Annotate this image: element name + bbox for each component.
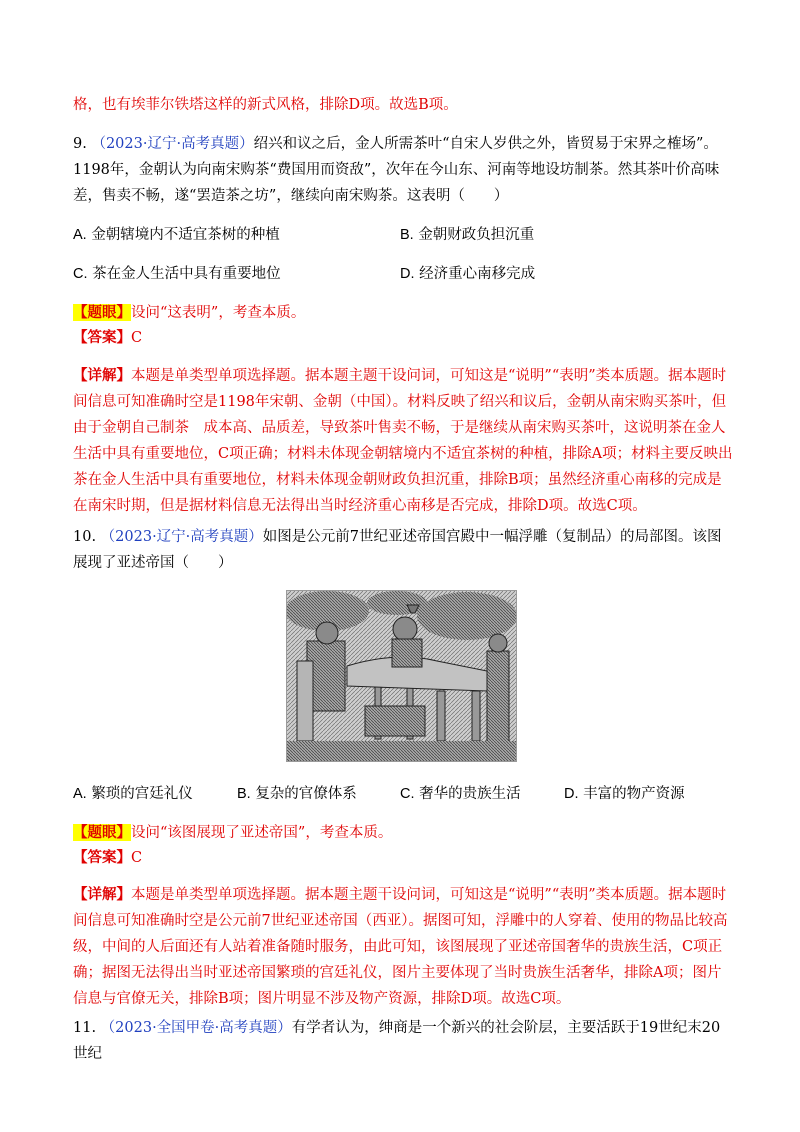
detail-label: 【详解】 <box>73 367 131 384</box>
option-c: C. 奢华的贵族生活 <box>400 786 521 802</box>
question-text: 有学者认为，绅商是一个新兴的社会阶层，主要活跃于19世纪末20世纪 <box>73 1020 721 1062</box>
answer-text: C <box>131 850 143 866</box>
answer-label: 【答案】 <box>73 849 131 866</box>
question-10-stem <box>73 524 733 576</box>
option-d: D. 丰富的物产资源 <box>564 786 685 802</box>
detail-text: 本题是单类型单项选择题。据本题主题干设问词，可知这是“说明”“表明”类本质题。据本题时间信息可知准确时空是1198年宋朝、金朝（中国）。材料反映了绍兴和议后，金朝从南宋购买茶叶，但由于金朝自己制茶 成本高、品质差，导致茶叶售卖不畅，于是继续从南宋购买茶叶，这说明茶在金人生活中具有重要地位，C项正确；材料未体现金朝辖境内不适宜茶树的种植，排除A项；材料主要反映出茶在金人生活中具有重要地位，材料未体现金朝财政负担沉重，排除B项；虽然经济重心南移的完成是在南宋时期，但是据材料信息无法得出当时经济重心南移是否完成，排除D项。故选C项。 <box>73 368 733 514</box>
assyrian-relief-image <box>286 590 517 762</box>
question-number: 10. <box>73 529 97 545</box>
question-number: 9. <box>73 136 87 152</box>
question-10-detail <box>73 882 733 1012</box>
answer-text: C <box>131 330 143 346</box>
option-b: B. 复杂的官僚体系 <box>237 786 357 802</box>
answer-label: 【答案】 <box>73 329 131 346</box>
previous-explanation-tail: 格，也有埃菲尔铁塔这样的新式风格，排除D项。故选B项。 <box>73 97 458 113</box>
question-11-stem <box>73 1015 733 1067</box>
question-source: （2023·辽宁·高考真题） <box>100 529 263 545</box>
tiyan-text: 设问“这表明”，考查本质。 <box>131 305 306 321</box>
question-9-stem <box>73 131 733 209</box>
question-9-options-row-1 <box>73 223 733 245</box>
question-source: （2023·全国甲卷·高考真题） <box>100 1020 292 1036</box>
question-10-options-row <box>73 782 733 804</box>
relief-drawing <box>287 591 516 761</box>
question-10-answer <box>73 845 733 871</box>
option-b: B. 金朝财政负担沉重 <box>400 227 535 243</box>
tiyan-label: 【题眼】 <box>73 824 131 841</box>
question-9-answer <box>73 325 733 351</box>
question-9-tiyan <box>73 300 733 326</box>
option-a: A. 金朝辖境内不适宜茶树的种植 <box>73 227 280 243</box>
question-text: 绍兴和议之后，金人所需茶叶“自宋人岁供之外，皆贸易于宋界之榷场”。1198年，金朝认为向南宋购茶“费国用而资敌”，次年在今山东、河南等地设坊制茶。然其茶叶价高味差，售卖不畅，遂“罢造茶之坊”，继续向南宋购茶。这表明（ ） <box>73 136 720 204</box>
option-d: D. 经济重心南移完成 <box>400 266 536 282</box>
question-text: 如图是公元前7世纪亚述帝国宫殿中一幅浮雕（复制品）的局部图。该图展现了亚述帝国（ ） <box>73 529 722 571</box>
detail-label: 【详解】 <box>73 886 131 903</box>
option-c: C. 茶在金人生活中具有重要地位 <box>73 266 281 282</box>
question-9-options-row-2 <box>73 262 733 284</box>
tiyan-label: 【题眼】 <box>73 304 131 321</box>
question-9-detail <box>73 363 733 519</box>
question-10-tiyan <box>73 820 733 846</box>
detail-text: 本题是单类型单项选择题。据本题主题干设问词，可知这是“说明”“表明”类本质题。据本题时间信息可知准确时空是公元前7世纪亚述帝国（西亚）。据图可知，浮雕中的人穿着、使用的物品比较高级，中间的人后面还有人站着准备随时服务，由此可知，该图展现了亚述帝国奢华的贵族生活，C项正确；据图无法得出当时亚述帝国繁琐的宫廷礼仪，图片主要体现了当时贵族生活奢华，排除A项；图片信息与官僚无关，排除B项；图片明显不涉及物产资源，排除D项。故选C项。 <box>73 887 728 1007</box>
option-a: A. 繁琐的宫廷礼仪 <box>73 786 193 802</box>
question-number: 11. <box>73 1020 97 1036</box>
question-source: （2023·辽宁·高考真题） <box>91 136 254 152</box>
tiyan-text: 设问“该图展现了亚述帝国”，考查本质。 <box>131 825 393 841</box>
